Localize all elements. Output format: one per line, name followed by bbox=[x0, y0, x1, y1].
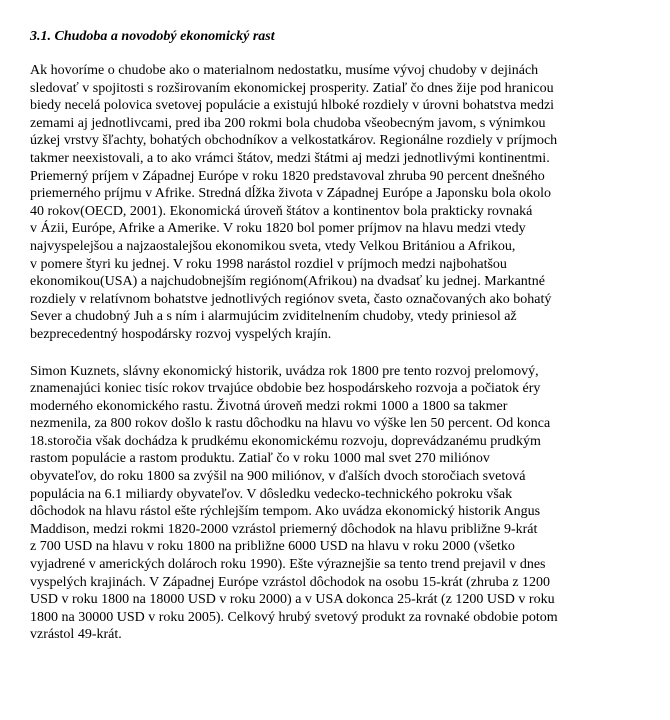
text-line: najvyspelejšou a najzaostalejšou ekonomikou sveta, vtedy Velkou Britániou a Afrikou, bbox=[30, 238, 516, 254]
text-line: vzrástol 49-krát. bbox=[30, 627, 122, 643]
paragraph-2 bbox=[30, 363, 642, 645]
text-line: vyjadrené v amerických dolároch roku 1990). Ešte výraznejšie sa tento trend prejavil v dnes bbox=[30, 557, 546, 573]
text-line: sledovať v spojitosti s rozširovaním ekonomickej prosperity. Zatiaľ čo dnes žije pod hranicou bbox=[30, 80, 554, 96]
text-line: Simon Kuznets, slávny ekonomický historik, uvádza rok 1800 pre tento rozvoj prelomový, bbox=[30, 363, 539, 379]
text-line: USD v roku 1800 na 18000 USD v roku 2000) a v USA dokonca 25-krát (z 1200 USD v roku bbox=[30, 592, 555, 608]
text-line: biedy necelá polovica svetovej populácie a existujú hlboké rozdiely v úrovni bohatstva medzi bbox=[30, 98, 555, 114]
text-line: priemerného príjmu v Afrike. Stredná dĺžka života v Západnej Európe a Japonsku bola okolo bbox=[30, 186, 551, 202]
section-heading: 3.1. Chudoba a novodobý ekonomický rast bbox=[30, 29, 275, 44]
text-line: populácia na 6.1 miliardy obyvateľov. V dôsledku vedecko-technického pokroku však bbox=[30, 486, 513, 502]
text-line: úzkej vrstvy šľachty, bohatých obchodníkov a velkostatkárov. Regionálne rozdiely v príjmoch bbox=[30, 133, 558, 149]
text-line: v Ázii, Európe, Afrike a Amerike. V roku 1820 bol pomer príjmov na hlavu medzi vtedy bbox=[30, 221, 526, 237]
text-line: z 700 USD na hlavu v roku 1800 na približne 6000 USD na hlavu v roku 2000 (všetko bbox=[30, 539, 515, 555]
text-line: Ak hovoríme o chudobe ako o materialnom nedostatku, musíme vývoj chudoby v dejinách bbox=[30, 63, 539, 78]
text-line: nezmenila, za 800 rokov došlo k rastu dôchodku na hlavu vo výške len 50 percent. Od konca bbox=[30, 416, 551, 432]
text-line: Sever a chudobný Juh a s ním i alarmujúcim zviditelnením chudoby, vtedy priniesol až bbox=[30, 309, 517, 325]
text-line: v pomere štyri ku jednej. V roku 1998 narástol rozdiel v príjmoch medzi najbohatšou bbox=[30, 256, 507, 272]
text-line: 1800 na 30000 USD v roku 2005). Celkový hrubý svetový produkt za rovnaké obdobie potom bbox=[30, 609, 558, 625]
text-line: ekonomikou(USA) a najchudobnejším regiónom(Afrikou) na dvadsať ku jednej. Markantné bbox=[30, 274, 545, 290]
text-line: Maddison, medzi rokmi 1820-2000 vzrástol priemerný dôchodok na hlavu približne 9-krát bbox=[30, 521, 538, 537]
text-line: obyvateľov, do roku 1800 sa zvýšil na 900 miliónov, v ďalších dvoch storočiach svetová bbox=[30, 469, 526, 485]
text-line: moderného ekonomického rastu. Životná úroveň medzi rokmi 1000 a 1800 sa takmer bbox=[30, 398, 508, 414]
paragraph-1 bbox=[30, 62, 642, 344]
text-line: bezprecedentný hospodársky rozvoj vyspelých krajín. bbox=[30, 326, 332, 342]
text-line: rozdiely v relatívnom bohatstve jednotlivých regiónov sveta, často označovaných ako bohatý bbox=[30, 291, 552, 307]
text-line: dôchodok na hlavu rástol ešte rýchlejším tempom. Ako uvádza ekonomický historik Angus bbox=[30, 504, 541, 520]
text-line: vyspelých krajinách. V Západnej Európe vzrástol dôchodok na osobu 15-krát (zhruba z 1200 bbox=[30, 574, 551, 590]
text-line: 18.storočia však dochádza k prudkému ekonomickému rozvoju, doprevádzanému prudkým bbox=[30, 433, 541, 449]
text-line: 40 rokov(OECD, 2001). Ekonomická úroveň štátov a kontinentov bola prakticky rovnaká bbox=[30, 203, 533, 219]
document-page bbox=[30, 28, 642, 663]
text-line: zemami aj jednotlivcami, pred iba 200 rokmi bola chudoba všeobecným javom, s výnimkou bbox=[30, 115, 546, 131]
text-line: rastom populácie a rastom produktu. Zatiaľ čo v roku 1000 mal svet 270 miliónov bbox=[30, 451, 490, 467]
text-line: znamenajúci koniec tisíc rokov trvajúce obdobie bez hospodárskeho rozvoja a počiatok éry bbox=[30, 381, 541, 397]
text-line: Priemerný príjem v Západnej Európe v roku 1820 predstavoval zhruba 90 percent dnešného bbox=[30, 168, 545, 184]
text-line: takmer neexistovali, a to ako vrámci štátov, medzi štátmi aj medzi jednotlivými kontinentmi. bbox=[30, 150, 550, 166]
